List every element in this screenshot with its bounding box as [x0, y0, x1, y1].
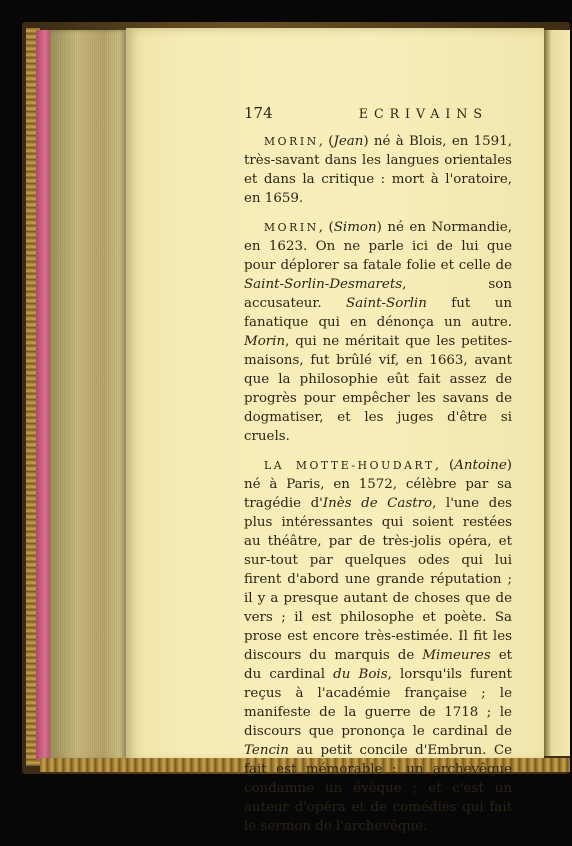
entry-morin-simon: MORIN, (Simon) né en Normandie, en 1623. On ne parle ici de lui que pour déplorer sa fatale folie et celle de Saint-Sorlin-Desmarets, son accusateur. Saint-Sorlin fut un fanatique qui en dénonça un autre. Morin, qui ne méritait que les petites-maisons, fut brûlé vif, en 1663, avant que la philosophie eût fait assez de progrès pour empêcher les savans de dogmatiser, et les juges d'être si cruels. [244, 220, 512, 444]
entry-morin-jean: MORIN, (Jean) né à Blois, en 1591, très-savant dans les langues orientales et dans la critique : mort à l'oratoire, en 1659. [244, 134, 512, 206]
entry-name: MORIN [264, 135, 319, 148]
page-number: 174 [244, 104, 273, 122]
facing-page-edge [544, 30, 570, 756]
entry-name: LA MOTTE-HOUDART [264, 459, 435, 472]
entry-la-motte-houdart: LA MOTTE-HOUDART, (Antoine) né à Paris, en 1572, célèbre par sa tragédie d'Inès de Castro, l'une des plus intéressantes qui soient restées au théâtre, par de très-jolis opéra, et sur-tout par quelques odes qui lui firent d'abord une grande réputation ; il y a presque autant de choses que de vers ; il est philosophe et poète. Sa prose est encore très-estimée. Il fit les discours du marquis de Mimeures et du cardinal du Bois, lorsqu'ils furent reçus à l'académie française ; le manifeste de la guerre de 1718 ; le discours que prononça le cardinal de Tencin au petit concile d'Embrun. Ce fait est mémorable : un archevêque condamne un évêque ; et c'est un auteur d'opéra et de comédies qui fait le sermon de l'archevêque. [244, 458, 512, 834]
page-block-edge [50, 30, 126, 760]
running-head: ECRIVAINS [358, 106, 488, 121]
page-text [244, 104, 512, 846]
page-header [244, 104, 512, 123]
entry-name: MORIN [264, 221, 319, 234]
